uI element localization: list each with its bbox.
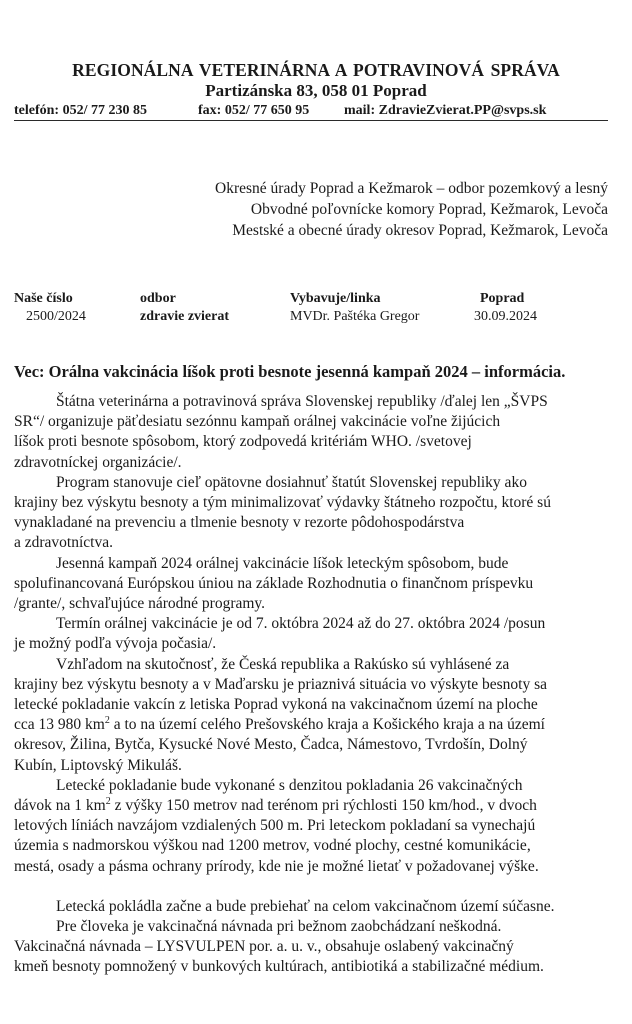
text-line: líšok proti besnote spôsobom, ktorý zodpovedá kritériám WHO. /svetovej — [14, 433, 472, 451]
text-line: letových líniách navzájom vzdialených 500 m. Pri leteckom pokladaní sa vynechajú — [14, 817, 536, 835]
text-fragment: z výšky 150 metrov nad terénom pri rýchlosti 150 km/hod., v dvoch — [110, 797, 537, 815]
text-line: krajiny bez výskytu besnoty a v Maďarsku je priaznivá situácia vo výskyte besnoty sa — [14, 675, 548, 693]
paragraph-8 — [14, 917, 614, 978]
email-address[interactable]: mail: ZdravieZvierat.PP@svps.sk — [344, 103, 547, 118]
text-line: Vzhľadom na skutočnosť, že Česká republika a Rakúsko sú vyhlásené za — [56, 655, 510, 673]
text-line: Kubín, Liptovský Mikuláš. — [14, 756, 182, 774]
text-line: zdravotníckej organizácie/. — [14, 453, 182, 471]
superscript: 2 — [104, 715, 110, 727]
text-line: vynakladané na prevenciu a tlmenie besnoty v rezorte pôdohospodárstva — [14, 514, 465, 532]
text-fragment: dávok na 1 km — [14, 797, 106, 815]
text-fragment: cca 13 980 km — [14, 716, 105, 734]
subject-line: Vec: Orálna vakcinácia líšok proti besnote jesenná kampaň 2024 – informácia. — [14, 362, 566, 381]
text-line: SR“/ organizuje päťdesiatu sezónnu kampaň orálnej vakcinácie voľne žijúcich — [14, 413, 501, 431]
paragraph-5 — [14, 655, 614, 776]
text-line: Letecká pokládla začne a bude prebiehať na celom vakcinačnom území súčasne. — [56, 897, 555, 915]
text-line: Štátna veterinárna a potravinová správa Slovenskej republiky /ďalej len „ŠVPS — [56, 393, 548, 410]
text-line: Jesenná kampaň 2024 orálnej vakcinácie líšok leteckým spôsobom, bude — [56, 554, 509, 572]
text-line: a zdravotníctva. — [14, 534, 113, 552]
date-value: 30.09.2024 — [474, 309, 537, 324]
text-line: spolufinancovaná Európskou úniou na základe Rozhodnutia o finančnom príspevku — [14, 574, 534, 592]
department — [140, 290, 229, 326]
department-value: zdravie zvierat — [140, 309, 230, 324]
place-label: Poprad — [480, 291, 525, 306]
phone-number: telefón: 052/ 77 230 85 — [14, 103, 147, 118]
department-label: odbor — [140, 291, 176, 306]
letter-body — [14, 392, 614, 978]
text-line: Letecké pokladanie bude vykonané s denzitou pokladania 26 vakcinačných — [56, 776, 523, 794]
paragraph-3 — [14, 554, 614, 615]
superscript: 2 — [105, 796, 111, 808]
organization-name: REGIONÁLNA VETERINÁRNA A POTRAVINOVÁ SPRÁVA — [72, 60, 560, 80]
text-line: krajiny bez výskytu besnoty a tým minimalizovať výdavky štátneho rozpočtu, ktoré sú — [14, 494, 551, 512]
text-line: Vakcinačná návnada – LYSVULPEN por. a. u. v., obsahuje oslabený vakcinačný — [14, 938, 514, 956]
place-date — [474, 290, 537, 326]
organization-address: Partizánska 83, 058 01 Poprad — [205, 81, 427, 100]
handled-by-label: Vybavuje/linka — [290, 291, 381, 306]
text-line: územia s nadmorskou výškou nad 1200 metrov, vodné plochy, cestné komunikácie, — [14, 837, 531, 855]
paragraph-1 — [14, 392, 614, 473]
text-line: Pre človeka je vakcinačná návnada pri bežnom zaobchádzaní neškodná. — [56, 918, 502, 936]
paragraph-7 — [14, 897, 614, 917]
text-line: Program stanovuje cieľ opätovne dosiahnuť štatút Slovenskej republiky ako — [56, 473, 527, 491]
text-line: okresov, Žilina, Bytča, Kysucké Nové Mesto, Čadca, Námestovo, Tvrdošín, Dolný — [14, 736, 528, 754]
text-line: /grante/, schvaľujúce národné programy. — [14, 595, 266, 613]
text-line: Termín orálnej vakcinácie je od 7. októbra 2024 až do 27. októbra 2024 /posun — [56, 615, 546, 633]
paragraph-4 — [14, 614, 614, 654]
text-line: letecké pokladanie vakcín z letiska Poprad vykoná na vakcinačnom území na ploche — [14, 696, 538, 714]
text-line: kmeň besnoty pomnožený v bunkových kultúrach, antibiotiká a stabilizačné médium. — [14, 958, 544, 976]
paragraph-2 — [14, 473, 614, 554]
handled-by-value: MVDr. Paštéka Gregor — [290, 309, 420, 324]
recipient-line: Mestské a obecné úrady okresov Poprad, Kežmarok, Levoča — [232, 222, 608, 239]
our-number-value: 2500/2024 — [26, 309, 86, 324]
recipient-line: Obvodné poľovnícke komory Poprad, Kežmarok, Levoča — [250, 201, 608, 218]
paragraph-6 — [14, 776, 614, 877]
text-line-with-superscript — [14, 796, 614, 816]
our-number-label: Naše číslo — [14, 291, 73, 306]
text-line: je možný podľa vývoja počasia/. — [14, 635, 217, 653]
handled-by — [290, 290, 419, 326]
recipients-block — [215, 178, 608, 241]
text-fragment: a to na území celého Prešovského kraja a Košického kraja a na území — [109, 716, 545, 734]
fax-number: fax: 052/ 77 650 95 — [198, 103, 310, 118]
our-number — [14, 290, 86, 326]
contact-line — [14, 103, 608, 121]
text-line: mestá, osady a pásma ochrany prírody, kde nie je možné lietať v požadovanej výške. — [14, 857, 539, 875]
text-line-with-superscript — [14, 715, 614, 735]
recipient-line: Okresné úrady Poprad a Kežmarok – odbor pozemkový a lesný — [215, 180, 608, 197]
